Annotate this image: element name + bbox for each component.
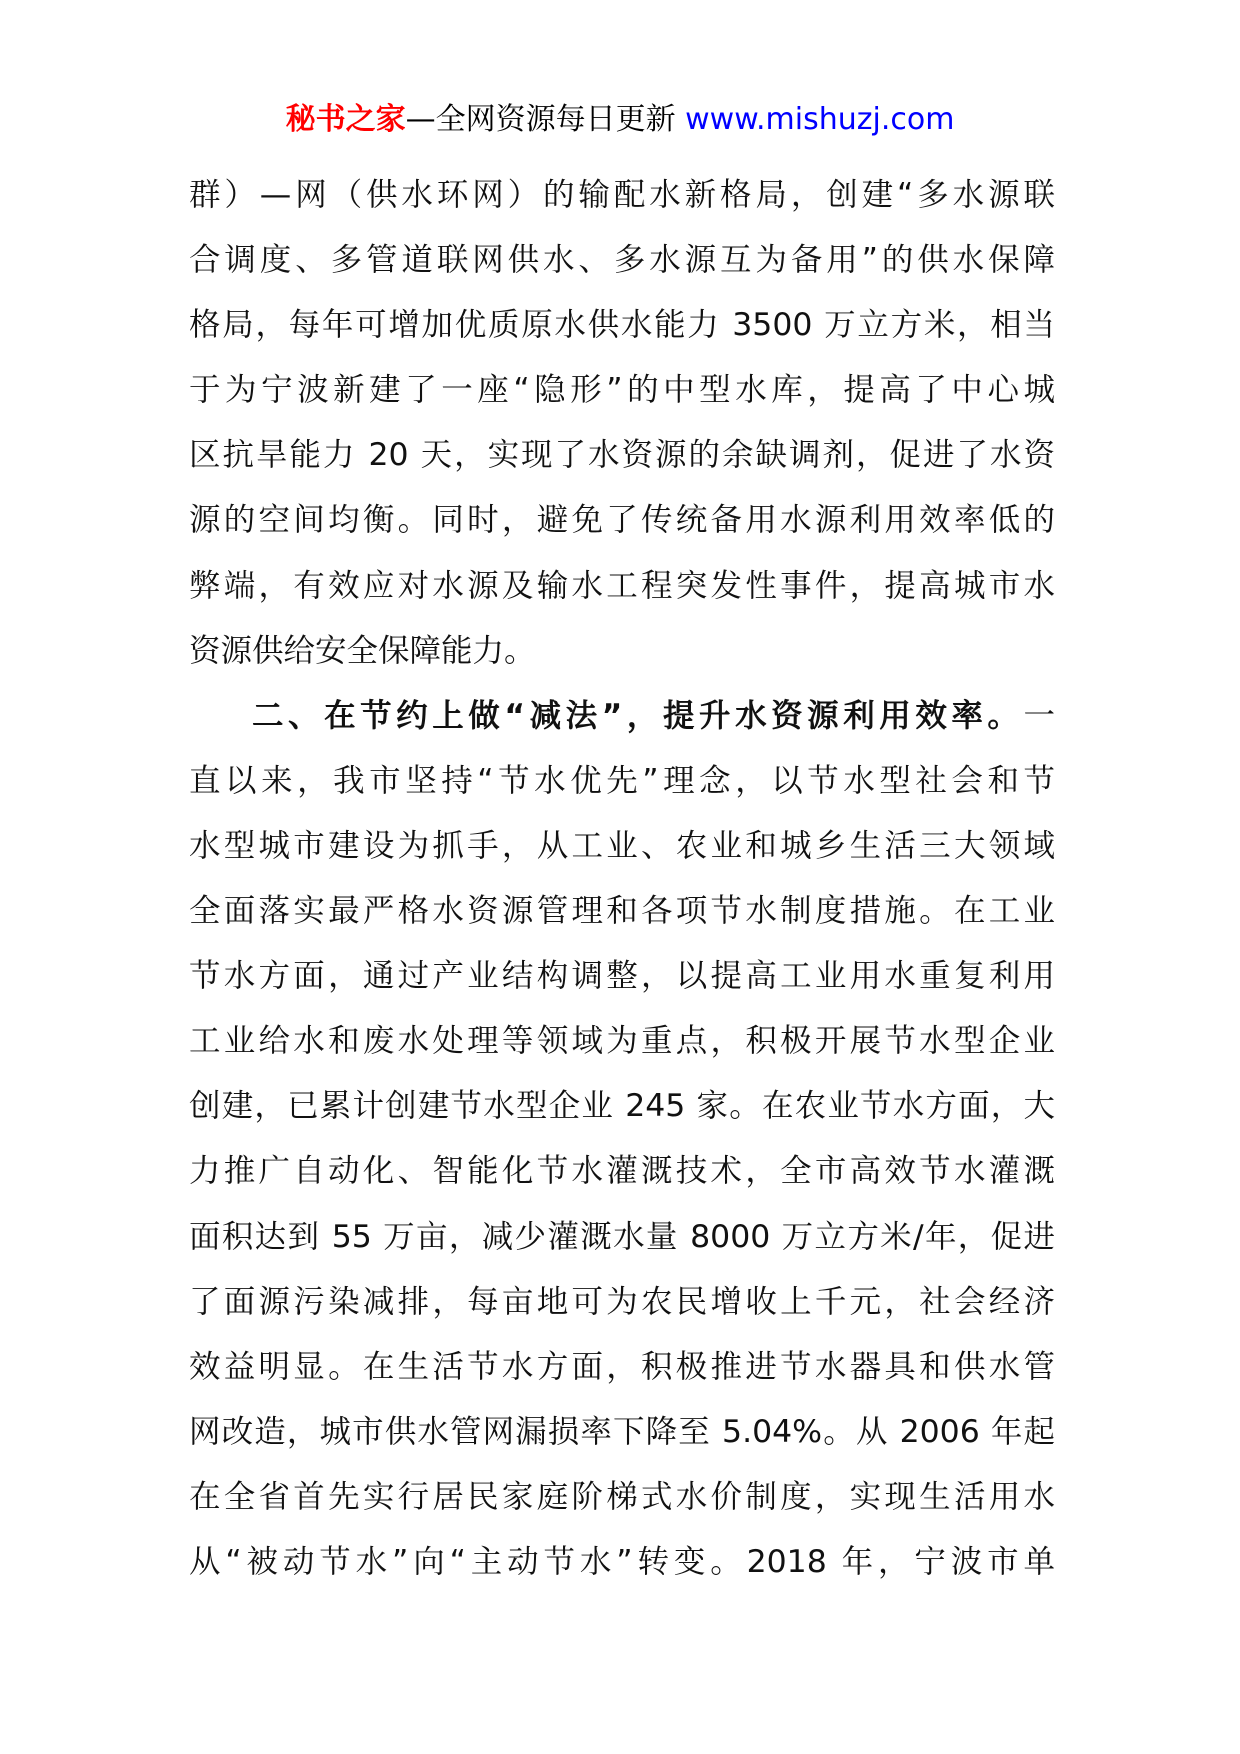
text-line: 效益明显。在生活节水方面，积极推进节水器具和供水管 [189, 1348, 1055, 1385]
document-body [189, 163, 1055, 1595]
text-line: 资源供给安全保障能力。 [189, 632, 536, 669]
text-line: 群）—网（供水环网）的输配水新格局，创建“多水源联 [189, 177, 1055, 213]
text-fragment: 一 [1023, 697, 1055, 734]
text-line: 全面落实最严格水资源管理和各项节水制度措施。在工业 [189, 893, 1055, 930]
header-tagline: —全网资源每日更新 [405, 102, 686, 137]
text-line: 合调度、多管道联网供水、多水源互为备用”的供水保障 [189, 242, 1055, 279]
page-header [0, 100, 1240, 140]
text-line: 弊端，有效应对水源及输水工程突发性事件，提高城市水 [189, 567, 1055, 604]
site-url-link[interactable]: www.mishuzj.com [685, 102, 955, 137]
text-line: 格局，每年可增加优质原水供水能力 3500 万立方米，相当 [189, 307, 1055, 344]
text-line: 面积达到 55 万亩，减少灌溉水量 8000 万立方米/年，促进 [189, 1218, 1055, 1255]
brand-name: 秘书之家 [285, 102, 406, 137]
text-line: 源的空间均衡。同时，避免了传统备用水源利用效率低的 [189, 502, 1055, 539]
text-line: 从“被动节水”向“主动节水”转变。2018 年，宁波市单 [189, 1543, 1055, 1580]
text-line: 水型城市建设为抓手，从工业、农业和城乡生活三大领域 [189, 827, 1055, 864]
text-line: 了面源污染减排，每亩地可为农民增收上千元，社会经济 [189, 1283, 1055, 1320]
text-line: 区抗旱能力 20 天，实现了水资源的余缺调剂，促进了水资 [189, 437, 1055, 474]
text-line: 于为宁波新建了一座“隐形”的中型水库，提高了中心城 [189, 372, 1055, 409]
text-line: 创建，已累计创建节水型企业 245 家。在农业节水方面，大 [189, 1088, 1055, 1125]
text-line: 网改造，城市供水管网漏损率下降至 5.04%。从 2006 年起 [189, 1413, 1055, 1450]
text-line: 直以来，我市坚持“节水优先”理念，以节水型社会和节 [189, 762, 1055, 799]
text-line: 节水方面，通过产业结构调整，以提高工业用水重复利用 [189, 958, 1055, 995]
section-heading: 二、在节约上做“减法”，提升水资源利用效率。 [252, 697, 1024, 734]
text-line: 在全省首先实行居民家庭阶梯式水价制度，实现生活用水 [189, 1478, 1055, 1515]
text-line: 力推广自动化、智能化节水灌溉技术，全市高效节水灌溉 [189, 1153, 1055, 1190]
section-heading-line [189, 684, 1055, 749]
text-line: 工业给水和废水处理等领域为重点，积极开展节水型企业 [189, 1023, 1055, 1060]
